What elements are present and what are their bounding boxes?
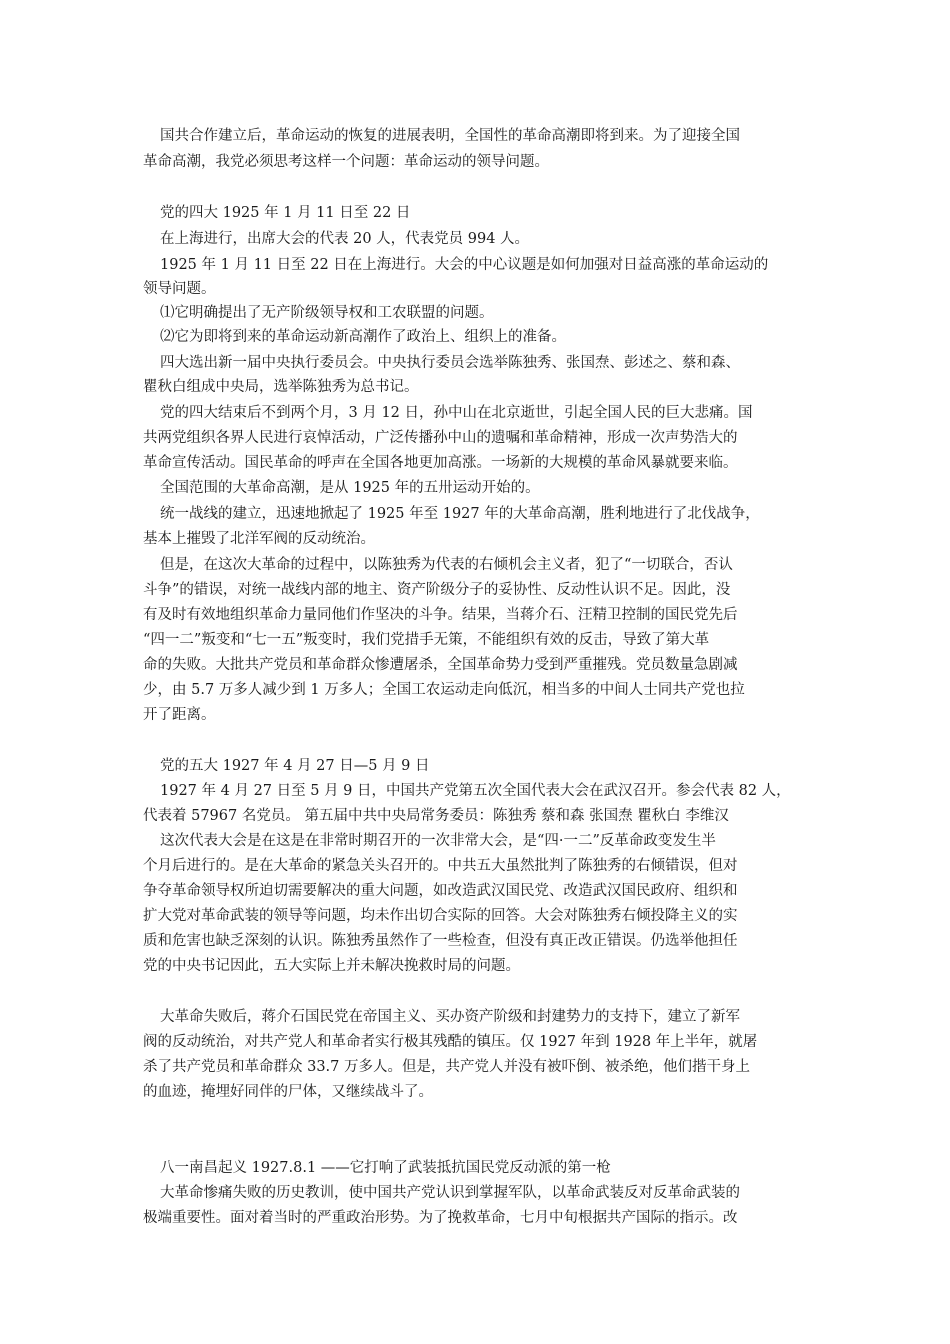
fourth-committee-line-1: 四大选出新一届中央执行委员会。中央执行委员会选举陈独秀、张国焘、彭述之、蔡和森、	[160, 355, 740, 371]
sun-death-line-1: 党的四大结束后不到两个月，3 月 12 日，孙中山在北京逝世，引起全国人民的巨大悲痛。国	[160, 405, 753, 421]
nanchang-body-line-2: 极端重要性。面对着当时的严重政治形势。为了挽救革命，七月中旬根据共产国际的指示。改	[143, 1210, 738, 1226]
failure-line-3: 有及时有效地组织革命力量同他们作坚决的斗争。结果，当蒋介石、汪精卫控制的国民党先后	[143, 607, 738, 623]
united-front-line-2: 基本上摧毁了北洋军阀的反动统治。	[143, 531, 375, 547]
failure-line-2: 斗争”的错误，对统一战线内部的地主、资产阶级分子的妥协性、反动性认识不足。因此，没	[143, 582, 731, 598]
aftermath-line-2: 阀的反动统治，对共产党人和革命者实行极其残酷的镇压。仅 1927 年到 1928 年上半年，就屠	[143, 1034, 758, 1050]
intro-line-2: 革命高潮，我党必须思考这样一个问题：革命运动的领导问题。	[143, 154, 549, 170]
failure-line-7: 开了距离。	[143, 707, 216, 723]
fourth-point-2: ⑵它为即将到来的革命运动新高潮作了政治上、组织上的准备。	[160, 329, 566, 345]
failure-line-6: 少，由 5.7 万多人减少到 1 万多人；全国工农运动走向低沉，相当多的中间人士同共产党也拉	[143, 682, 745, 698]
nanchang-body-line-1: 大革命惨痛失败的历史教训，使中国共产党认识到掌握军队，以革命武装反对反革命武装的	[160, 1185, 740, 1201]
failure-line-1: 但是，在这次大革命的过程中，以陈独秀为代表的右倾机会主义者，犯了“一切联合，否认	[160, 557, 733, 573]
fifth-intro-line-1: 1927 年 4 月 27 日至 5 月 9 日，中国共产党第五次全国代表大会在武汉召开。参会代表 82 人，	[160, 783, 791, 799]
sun-death-line-2: 共两党组织各界人民进行哀悼活动，广泛传播孙中山的遗嘱和革命精神，形成一次声势浩大的	[143, 430, 738, 446]
fifth-detail-line-4: 扩大党对革命武装的领导等问题，均未作出切合实际的回答。大会对陈独秀右倾投降主义的实	[143, 908, 738, 924]
fifth-congress-heading: 党的五大 1927 年 4 月 27 日—5 月 9 日	[160, 758, 430, 774]
failure-line-5: 命的失败。大批共产党员和革命群众惨遭屠杀，全国革命势力受到严重摧残。党员数量急剧减	[143, 657, 738, 673]
fourth-congress-venue: 在上海进行，出席大会的代表 20 人，代表党员 994 人。	[160, 231, 530, 247]
fifth-detail-line-5: 质和危害也缺乏深刻的认识。陈独秀虽然作了一些检查，但没有真正改正错误。仍选举他担任	[143, 933, 738, 949]
fifth-detail-line-3: 争夺革命领导权所迫切需要解决的重大问题，如改造武汉国民党、改造武汉国民政府、组织和	[143, 883, 738, 899]
fourth-point-1: ⑴它明确提出了无产阶级领导权和工农联盟的问题。	[160, 305, 494, 321]
fifth-intro-line-2: 代表着 57967 名党员。 第五届中共中央局常务委员：陈独秀 蔡和森 张国焘 瞿秋白 李维汉	[143, 808, 729, 824]
may-30-line: 全国范围的大革命高潮，是从 1925 年的五卅运动开始的。	[160, 480, 540, 496]
fourth-committee-line-2: 瞿秋白组成中央局，选举陈独秀为总书记。	[143, 379, 419, 395]
united-front-line-1: 统一战线的建立，迅速地掀起了 1925 年至 1927 年的大革命高潮，胜利地进行了北伐战争，	[160, 506, 760, 522]
fifth-detail-line-2: 个月后进行的。是在大革命的紧急关头召开的。中共五大虽然批判了陈独秀的右倾错误，但对	[143, 858, 738, 874]
aftermath-line-3: 杀了共产党员和革命群众 33.7 万多人。但是，共产党人并没有被吓倒、被杀绝，他们揩干身上	[143, 1059, 750, 1075]
fourth-topic-line-1: 1925 年 1 月 11 日至 22 日在上海进行。大会的中心议题是如何加强对日益高涨的革命运动的	[160, 257, 769, 273]
intro-line-1: 国共合作建立后，革命运动的恢复的进展表明，全国性的革命高潮即将到来。为了迎接全国	[160, 128, 740, 144]
aftermath-line-1: 大革命失败后，蒋介石国民党在帝国主义、买办资产阶级和封建势力的支持下，建立了新军	[160, 1009, 740, 1025]
sun-death-line-3: 革命宣传活动。国民革命的呼声在全国各地更加高涨。一场新的大规模的革命风暴就要来临。	[143, 455, 738, 471]
fourth-congress-heading: 党的四大 1925 年 1 月 11 日至 22 日	[160, 205, 411, 221]
fifth-detail-line-6: 党的中央书记因此，五大实际上并未解决挽救时局的问题。	[143, 958, 520, 974]
fourth-topic-line-2: 领导问题。	[143, 281, 216, 297]
aftermath-line-4: 的血迹，掩埋好同伴的尸体，又继续战斗了。	[143, 1084, 433, 1100]
failure-line-4: “四一二”叛变和“七一五”叛变时，我们党措手无策，不能组织有效的反击，导致了第大革	[143, 632, 710, 648]
nanchang-heading: 八一南昌起义 1927.8.1 ——它打响了武装抵抗国民党反动派的第一枪	[160, 1160, 611, 1176]
fifth-detail-line-1: 这次代表大会是在这是在非常时期召开的一次非常大会，是“四·一二”反革命政变发生半	[160, 833, 716, 849]
